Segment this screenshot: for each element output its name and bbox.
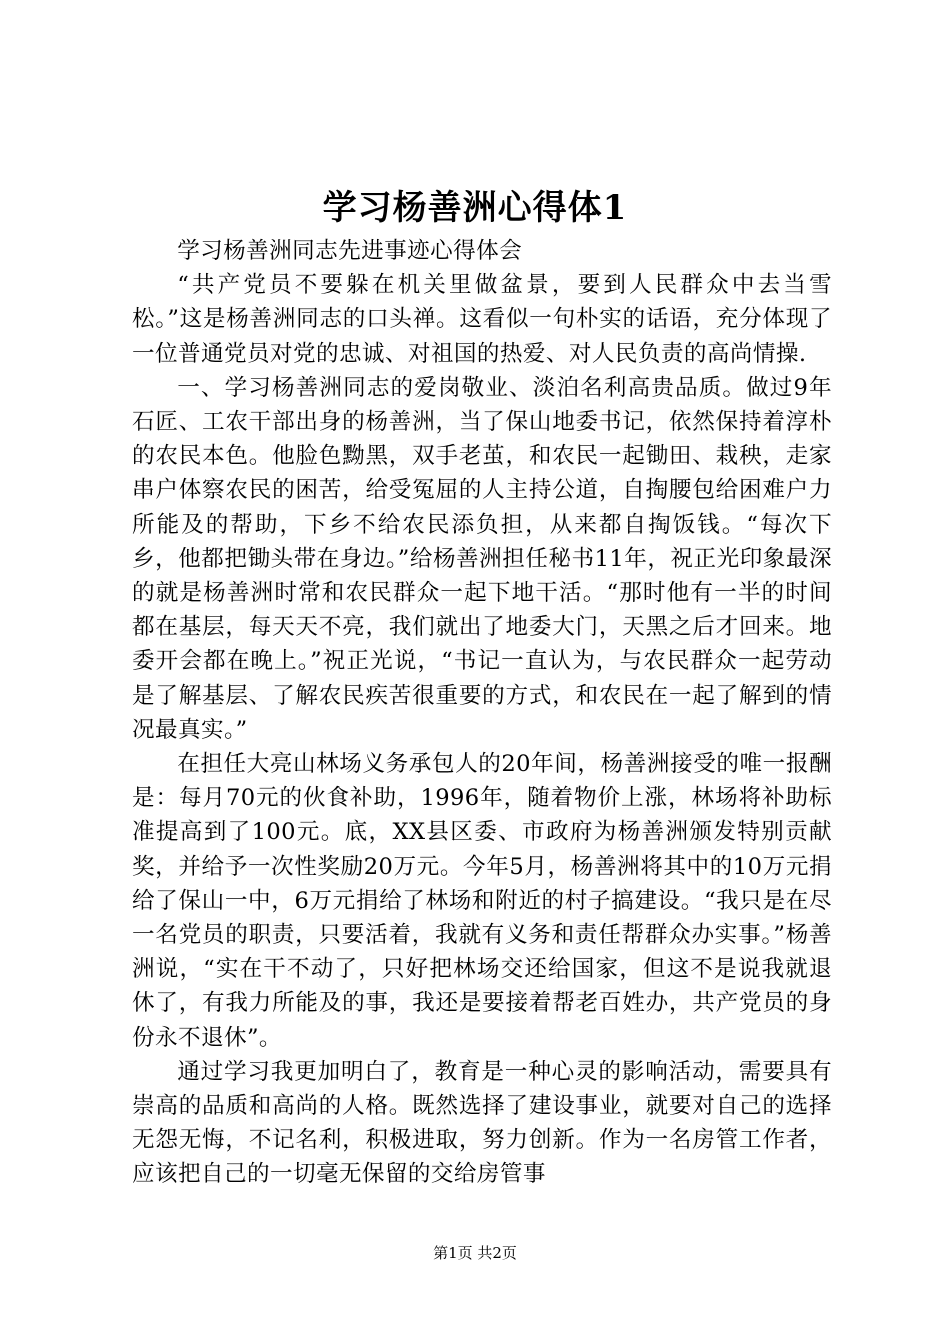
paragraph-section-one: 一、学习杨善洲同志的爱岗敬业、淡泊名利高贵品质。做过9年石匠、工农干部出身的杨善洲，当了保山地委书记，依然保持着淳朴的农民本色。他脸色黝黑，双手老茧，和农民一起锄田、栽秧，走家串户体察农民的困苦，给受冤屈的人主持公道，自掏腰包给困难户力所能及的帮助，下乡不给农民添负担，从来都自掏饭钱。“每次下乡，他都把锄头带在身边。”给杨善洲担任秘书11年，祝正光印象最深的就是杨善洲时常和农民群众一起下地干活。“那时他有一半的时间都在基层，每天天不亮，我们就出了地委大门，天黑之后才回来。地委开会都在晚上。”祝正光说，“书记一直认为，与农民群众一起劳动是了解基层、了解农民疾苦很重要的方式，和农民在一起了解到的情况最真实。” (132, 374, 832, 743)
document-body (132, 234, 832, 1192)
document-subtitle: 学习杨善洲同志先进事迹心得体会 (177, 238, 523, 264)
paragraph-reflection: 通过学习我更加明白了，教育是一种心灵的影响活动，需要具有崇高的品质和高尚的人格。既然选择了建设事业，就要对自己的选择无怨无悔，不记名利，积极进取，努力创新。作为一名房管工作者，应该把自己的一切毫无保留的交给房管事 (132, 1058, 832, 1188)
paragraph-intro: “共产党员不要躲在机关里做盆景，要到人民群众中去当雪松。”这是杨善洲同志的口头禅。这看似一句朴实的话语，充分体现了一位普通党员对党的忠诚、对祖国的热爱、对人民负责的高尚情操. (132, 272, 832, 367)
document-title: 学习杨善洲心得体1 (322, 188, 628, 228)
page-number-footer: 第1页 共2页 (433, 1244, 517, 1262)
paragraph-forest-farm: 在担任大亮山林场义务承包人的20年间，杨善洲接受的唯一报酬是：每月70元的伙食补助，1996年，随着物价上涨，林场将补助标准提高到了100元。底，XX县区委、市政府为杨善洲颁发特别贡献奖，并给予一次性奖励20万元。今年5月，杨善洲将其中的10万元捐给了保山一中，6万元捐给了林场和附近的村子搞建设。“我只是在尽一名党员的职责，只要活着，我就有义务和责任帮群众办实事。”杨善洲说，“实在干不动了，只好把林场交还给国家，但这不是说我就退休了，有我力所能及的事，我还是要接着帮老百姓办，共产党员的身份永不退休”。 (132, 751, 832, 1051)
